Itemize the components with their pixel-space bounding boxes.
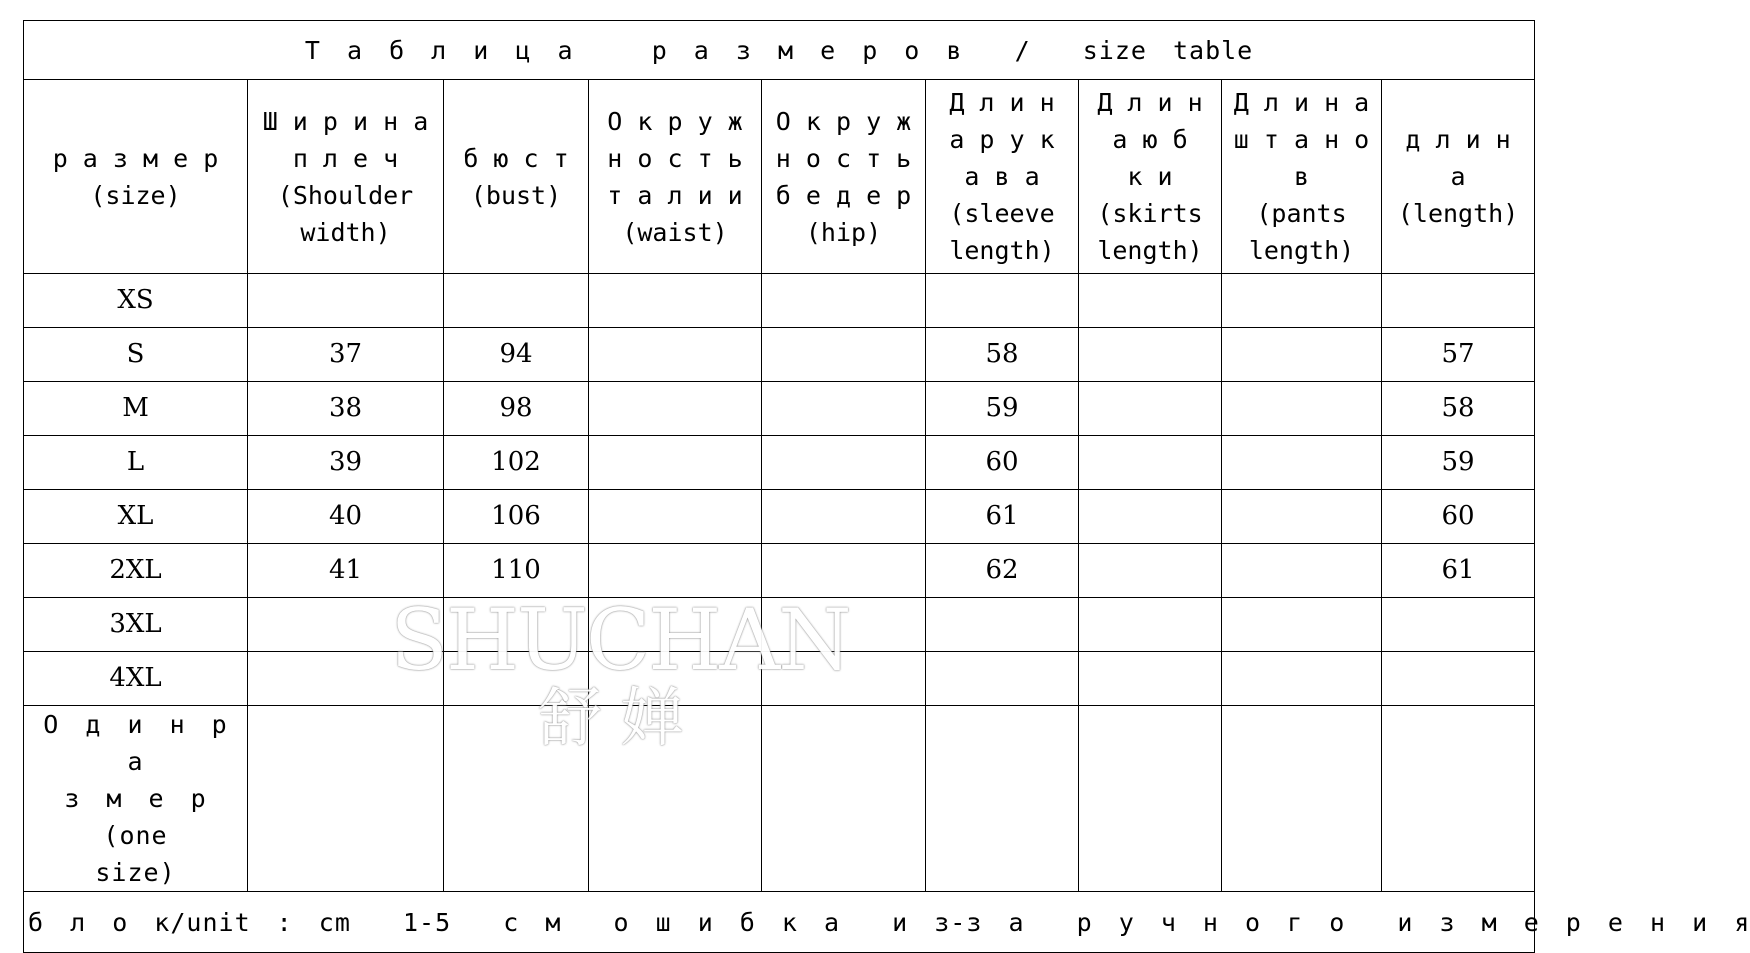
cell-skirts-length xyxy=(1079,490,1222,544)
unit-note: б л о к/unit : cm 1-5 с м о ш и б к а и з-з а р у ч н о г о и з м е р е н и я xyxy=(24,892,1535,953)
table-row xyxy=(24,490,1535,544)
cell-size: О д и н р а з м е р (one size) xyxy=(24,706,248,892)
header-skirts-length: Д л и н а ю б к и (skirts length) xyxy=(1079,80,1222,274)
cell-pants-length xyxy=(1222,274,1382,328)
cell-bust xyxy=(444,652,589,706)
cell-pants-length xyxy=(1222,436,1382,490)
cell-pants-length xyxy=(1222,544,1382,598)
cell-skirts-length xyxy=(1079,382,1222,436)
cell-pants-length xyxy=(1222,490,1382,544)
cell-length xyxy=(1382,274,1535,328)
cell-length: 58 xyxy=(1382,382,1535,436)
cell-bust: 94 xyxy=(444,328,589,382)
cell-pants-length xyxy=(1222,706,1382,892)
table-row xyxy=(24,274,1535,328)
cell-sleeve-length: 58 xyxy=(926,328,1079,382)
table-row xyxy=(24,328,1535,382)
cell-pants-length xyxy=(1222,652,1382,706)
cell-bust: 102 xyxy=(444,436,589,490)
cell-waist xyxy=(589,490,762,544)
cell-shoulder-width xyxy=(248,652,444,706)
cell-hip xyxy=(762,544,926,598)
cell-skirts-length xyxy=(1079,436,1222,490)
header-hip: О к р у ж н о с т ь б е д е р (hip) xyxy=(762,80,926,274)
watermark-cjk-text: 舒婵 xyxy=(538,682,702,756)
cell-skirts-length xyxy=(1079,706,1222,892)
cell-hip xyxy=(762,274,926,328)
header-sleeve-length: Д л и н а р у к а в а (sleeve length) xyxy=(926,80,1079,274)
header-length: д л и н а (length) xyxy=(1382,80,1535,274)
cell-size: S xyxy=(24,328,248,382)
cell-waist xyxy=(589,652,762,706)
cell-waist xyxy=(589,274,762,328)
cell-length xyxy=(1382,598,1535,652)
cell-bust xyxy=(444,274,589,328)
cell-shoulder-width xyxy=(248,598,444,652)
watermark-latin-text: SHUCHAN xyxy=(390,591,850,689)
table-row xyxy=(24,598,1535,652)
cell-hip xyxy=(762,382,926,436)
cell-hip xyxy=(762,328,926,382)
table-row xyxy=(24,652,1535,706)
cell-sleeve-length xyxy=(926,274,1079,328)
cell-size: 4XL xyxy=(24,652,248,706)
header-waist: О к р у ж н о с т ь т а л и и (waist) xyxy=(589,80,762,274)
cell-size: M xyxy=(24,382,248,436)
table-row xyxy=(24,706,1535,892)
cell-length: 57 xyxy=(1382,328,1535,382)
cell-skirts-length xyxy=(1079,274,1222,328)
cell-length: 60 xyxy=(1382,490,1535,544)
header-size: р а з м е р (size) xyxy=(24,80,248,274)
cell-skirts-length xyxy=(1079,544,1222,598)
cell-size: 2XL xyxy=(24,544,248,598)
header-shoulder-width: Ш и р и н а п л е ч (Shoulder width) xyxy=(248,80,444,274)
size-table-frame xyxy=(23,20,1750,937)
cell-pants-length xyxy=(1222,382,1382,436)
title-row xyxy=(24,21,1535,80)
cell-hip xyxy=(762,598,926,652)
cell-hip xyxy=(762,706,926,892)
cell-skirts-length xyxy=(1079,598,1222,652)
cell-bust xyxy=(444,706,589,892)
table-title: Т а б л и ц а р а з м е р о в / size table xyxy=(24,21,1535,80)
header-pants-length: Д л и н а ш т а н о в (pants length) xyxy=(1222,80,1382,274)
cell-shoulder-width: 41 xyxy=(248,544,444,598)
cell-hip xyxy=(762,652,926,706)
cell-shoulder-width xyxy=(248,274,444,328)
cell-size: XL xyxy=(24,490,248,544)
cell-hip xyxy=(762,490,926,544)
table-row xyxy=(24,436,1535,490)
cell-sleeve-length: 62 xyxy=(926,544,1079,598)
cell-bust: 110 xyxy=(444,544,589,598)
cell-sleeve-length xyxy=(926,652,1079,706)
cell-length xyxy=(1382,652,1535,706)
cell-skirts-length xyxy=(1079,652,1222,706)
cell-pants-length xyxy=(1222,598,1382,652)
cell-sleeve-length: 59 xyxy=(926,382,1079,436)
cell-size: L xyxy=(24,436,248,490)
cell-pants-length xyxy=(1222,328,1382,382)
table-row xyxy=(24,544,1535,598)
cell-bust: 106 xyxy=(444,490,589,544)
cell-bust: 98 xyxy=(444,382,589,436)
cell-shoulder-width: 40 xyxy=(248,490,444,544)
cell-sleeve-length xyxy=(926,706,1079,892)
size-table xyxy=(23,20,1750,953)
footer-row xyxy=(24,892,1535,953)
header-row xyxy=(24,80,1535,274)
cell-sleeve-length xyxy=(926,598,1079,652)
cell-length: 59 xyxy=(1382,436,1535,490)
cell-shoulder-width: 39 xyxy=(248,436,444,490)
cell-size: 3XL xyxy=(24,598,248,652)
cell-shoulder-width: 38 xyxy=(248,382,444,436)
cell-length xyxy=(1382,706,1535,892)
cell-size: XS xyxy=(24,274,248,328)
cell-waist xyxy=(589,436,762,490)
cell-waist xyxy=(589,328,762,382)
header-bust: б ю с т (bust) xyxy=(444,80,589,274)
cell-hip xyxy=(762,436,926,490)
cell-sleeve-length: 60 xyxy=(926,436,1079,490)
cell-sleeve-length: 61 xyxy=(926,490,1079,544)
cell-waist xyxy=(589,706,762,892)
cell-waist xyxy=(589,598,762,652)
cell-shoulder-width: 37 xyxy=(248,328,444,382)
cell-waist xyxy=(589,382,762,436)
cell-shoulder-width xyxy=(248,706,444,892)
cell-skirts-length xyxy=(1079,328,1222,382)
cell-bust xyxy=(444,598,589,652)
table-row xyxy=(24,382,1535,436)
cell-length: 61 xyxy=(1382,544,1535,598)
cell-waist xyxy=(589,544,762,598)
